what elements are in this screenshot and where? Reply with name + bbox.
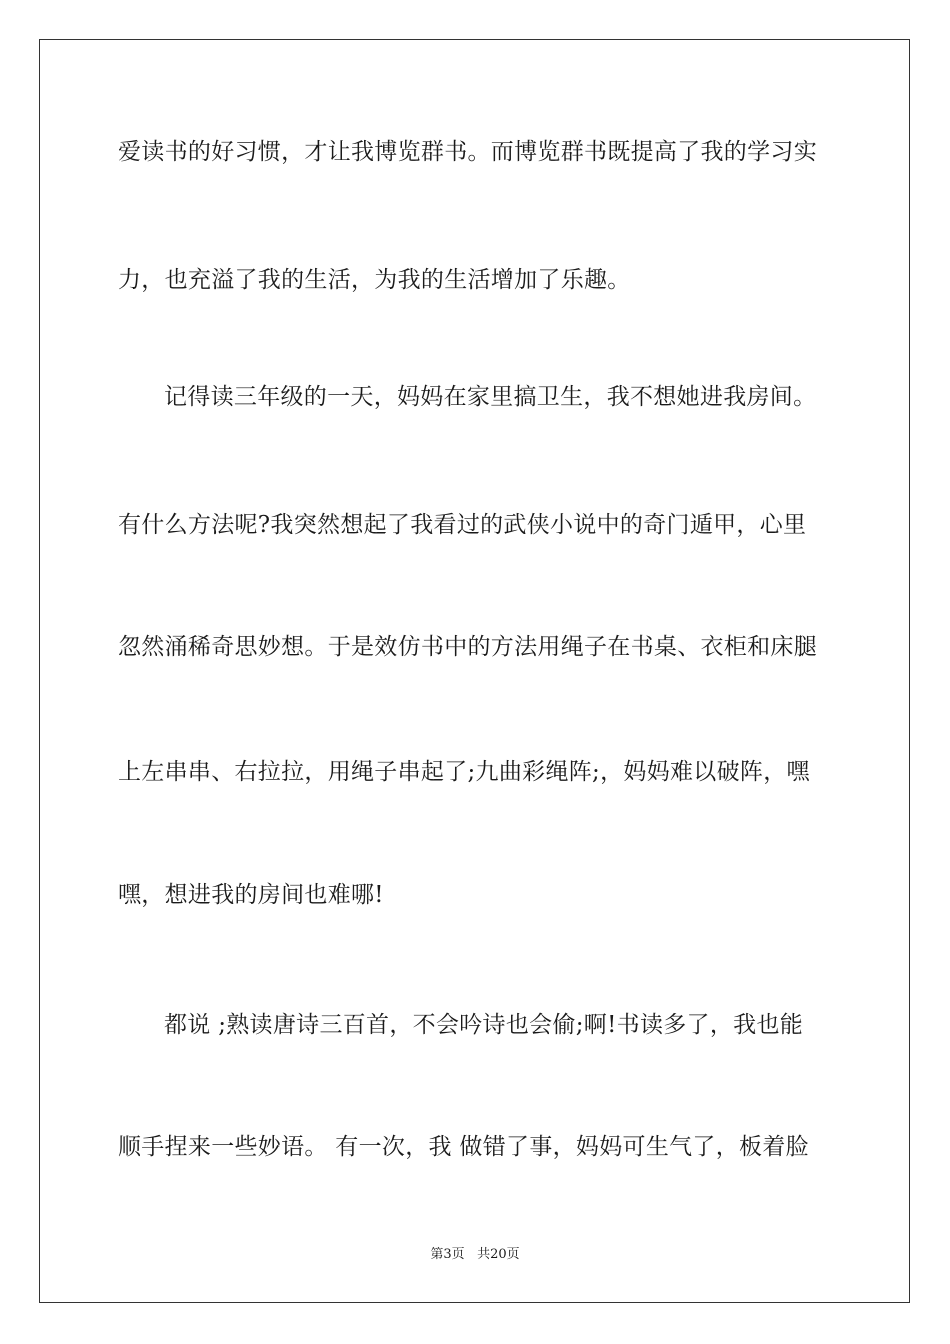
page-number: 第3页 xyxy=(430,1247,465,1262)
paragraph-3-line-2: 顺手捏来一些妙语。 有一次，我 做错了事，妈妈可生气了，板着脸 xyxy=(118,1134,809,1160)
paragraph-2-line-5: 嘿，想进我的房间也难哪! xyxy=(118,882,384,908)
paragraph-3-line-1: 都说 ;熟读唐诗三百首，不会吟诗也会偷;啊!书读多了，我也能 xyxy=(164,1012,804,1038)
body-line-2: 力，也充溢了我的生活，为我的生活增加了乐趣。 xyxy=(118,267,631,293)
page-border xyxy=(39,39,910,1303)
page-footer xyxy=(0,1247,950,1263)
paragraph-2-line-1: 记得读三年级的一天，妈妈在家里搞卫生，我不想她进我房间。 xyxy=(164,384,817,410)
paragraph-2-line-2: 有什么方法呢?我突然想起了我看过的武侠小说中的奇门遁甲，心里 xyxy=(118,512,807,538)
paragraph-2-line-4: 上左串串、右拉拉，用绳子串起了;九曲彩绳阵;，妈妈难以破阵，嘿 xyxy=(118,759,810,785)
body-line-1: 爱读书的好习惯，才让我博览群书。而博览群书既提高了我的学习实 xyxy=(118,139,817,165)
paragraph-2-line-3: 忽然涌稀奇思妙想。于是效仿书中的方法用绳子在书桌、衣柜和床腿 xyxy=(118,634,817,660)
page-total: 共20页 xyxy=(477,1247,520,1262)
